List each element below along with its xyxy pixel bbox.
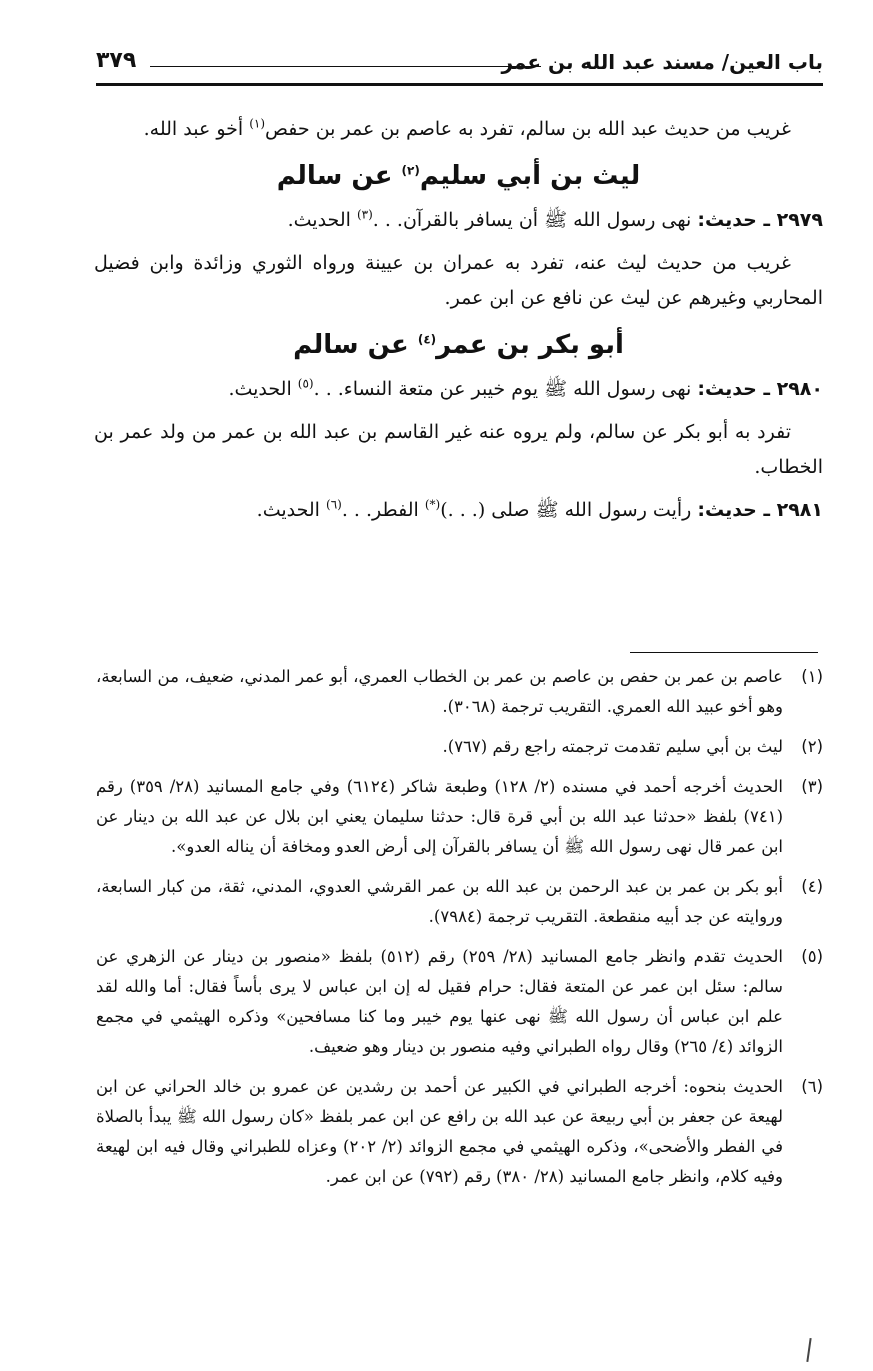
hadith-label: ـ حديث: bbox=[697, 378, 777, 400]
footnote-ref: (٤) bbox=[417, 332, 437, 347]
footnote-number: (٣) bbox=[801, 777, 823, 796]
footnote bbox=[96, 662, 823, 722]
section-heading-text-end: عن سالم bbox=[276, 161, 402, 191]
hadith-number: ٢٩٨٠ bbox=[776, 378, 823, 400]
section-heading bbox=[94, 153, 823, 199]
hadith-text-end: الحديث. bbox=[256, 499, 327, 521]
intro-text: غريب من حديث عبد الله بن سالم، تفرد به عاصم بن عمر بن حفص bbox=[265, 118, 791, 140]
hadith-label: ـ حديث: bbox=[697, 209, 777, 231]
footnotes bbox=[96, 662, 823, 1202]
footnote bbox=[96, 772, 823, 862]
header-rule bbox=[96, 83, 823, 86]
footnote-ref: (٣) bbox=[356, 207, 373, 222]
footnote-ref: (١) bbox=[249, 116, 266, 131]
hadith-text: نهى رسول الله ﷺ يوم خيبر عن متعة النساء. . . bbox=[313, 378, 698, 400]
hadith-entry bbox=[94, 493, 823, 528]
hadith-text-end: الحديث. bbox=[228, 378, 298, 400]
header-leader-line bbox=[150, 66, 541, 67]
footnote-text: ليث بن أبي سليم تقدمت ترجمته راجع رقم (٧٦٧). bbox=[442, 737, 783, 756]
commentary-paragraph: غريب من حديث ليث عنه، تفرد به عمران بن عيينة ورواه الثوري وزائدة وابن فضيل المحاربي وغيرهم عن ليث عن نافع عن ابن عمر. bbox=[94, 252, 823, 309]
star-ref: (*) bbox=[424, 497, 441, 512]
footnote-text: عاصم بن عمر بن حفص بن عاصم بن عمر بن الخطاب العمري، أبو عمر المدني، ضعيف، من السابعة، وهو أخو عبيد الله العمري. التقريب ترجمة (٣٠٦٨). bbox=[96, 667, 783, 716]
section-heading bbox=[94, 322, 823, 368]
footnote-number: (٦) bbox=[801, 1077, 823, 1096]
header-title: باب العين/ مسند عبد الله بن عمر bbox=[501, 50, 823, 74]
commentary-paragraph: تفرد به أبو بكر عن سالم، ولم يروه عنه غير القاسم بن عبد الله بن عمر من ولد عمر بن الخطاب. bbox=[94, 421, 823, 478]
page-number: ٣٧٩ bbox=[96, 48, 137, 73]
hadith-text-end: الحديث. bbox=[287, 209, 357, 231]
intro-paragraph bbox=[94, 112, 823, 147]
intro-text-end: أخو عبد الله. bbox=[143, 118, 250, 140]
hadith-number: ٢٩٨١ bbox=[776, 499, 823, 521]
footnote-divider bbox=[630, 652, 818, 653]
section-heading-text-end: عن سالم bbox=[293, 330, 418, 360]
section-heading-text: ليث بن أبي سليم bbox=[419, 161, 641, 191]
hadith-entry bbox=[94, 372, 823, 407]
footnote-text: أبو بكر بن عمر بن عبد الرحمن بن عبد الله بن عمر القرشي العدوي، المدني، ثقة، من كبار السابعة، وروايته عن جد أبيه منقطعة. التقريب ترجمة (٧٩٨٤). bbox=[96, 877, 783, 926]
footnote-ref: (٢) bbox=[401, 163, 420, 178]
main-text bbox=[94, 112, 823, 528]
hadith-text: رأيت رسول الله ﷺ صلى (. . .) bbox=[440, 499, 698, 521]
footnote-text: الحديث بنحوه: أخرجه الطبراني في الكبير عن أحمد بن رشدين عن عمرو بن خالد الحراني عن ابن لهيعة عن جعفر بن أبي ربيعة عن عبد الله بن رافع عن ابن عمر بلفظ «كان رسول الله ﷺ يبدأ بالصلاة في الفطر والأضحى»، وذكره الهيثمي في مجمع الزوائد (٢/ ٢٠٢) وعزاه للطبراني وقال فيه ابن لهيعة وفيه كلام، وانظر جامع المسانيد (٢٨/ ٣٨٠) رقم (٧٩٢) عن ابن عمر. bbox=[96, 1077, 783, 1186]
footnote-number: (٢) bbox=[801, 737, 823, 756]
hadith-text-mid: الفطر. . . bbox=[341, 499, 425, 521]
footnote bbox=[96, 872, 823, 932]
hadith-entry bbox=[94, 203, 823, 238]
section-heading-text: أبو بكر بن عمر bbox=[436, 330, 624, 360]
footnote-ref: (٥) bbox=[297, 376, 314, 391]
footnote bbox=[96, 732, 823, 762]
hadith-text: نهى رسول الله ﷺ أن يسافر بالقرآن. . . bbox=[372, 209, 698, 231]
footnote-ref: (٦) bbox=[326, 497, 342, 512]
footnote-number: (١) bbox=[801, 667, 823, 686]
hadith-label: ـ حديث: bbox=[697, 499, 777, 521]
footnote bbox=[96, 1072, 823, 1192]
scan-edge-mark bbox=[806, 1338, 811, 1362]
footnote-number: (٤) bbox=[801, 877, 823, 896]
footnote-number: (٥) bbox=[801, 947, 823, 966]
hadith-number: ٢٩٧٩ bbox=[776, 209, 823, 231]
footnote-text: الحديث أخرجه أحمد في مسنده (٢/ ١٢٨) وطبعة شاكر (٦١٢٤) وفي جامع المسانيد (٢٨/ ٣٥٩) رقم (٧٤١) بلفظ «حدثنا عبد الله بن أبي قرة قال: حدثنا سليمان يعني ابن بلال عن عبد الله بن دينار عن ابن عمر قال نهى رسول الله ﷺ أن يسافر بالقرآن إلى أرض العدو ومخافة أن يناله العدو». bbox=[96, 777, 784, 856]
footnote-text: الحديث تقدم وانظر جامع المسانيد (٢٨/ ٢٥٩) رقم (٥١٢) بلفظ «منصور بن دينار عن الزهري عن سالم: سئل ابن عمر عن المتعة فقال: حرام فقيل له إن ابن عباس لا يرى بأساً فقال: أما والله لقد علم ابن عباس أن رسول الله ﷺ نهى عنها يوم خيبر وما كنا مسافحين» وذكره الهيثمي في مجمع الزوائد (٤/ ٢٦٥) وقال رواه الطبراني وفيه منصور بن دينار وهو ضعيف. bbox=[96, 947, 783, 1056]
footnote bbox=[96, 942, 823, 1062]
running-header bbox=[96, 42, 823, 86]
